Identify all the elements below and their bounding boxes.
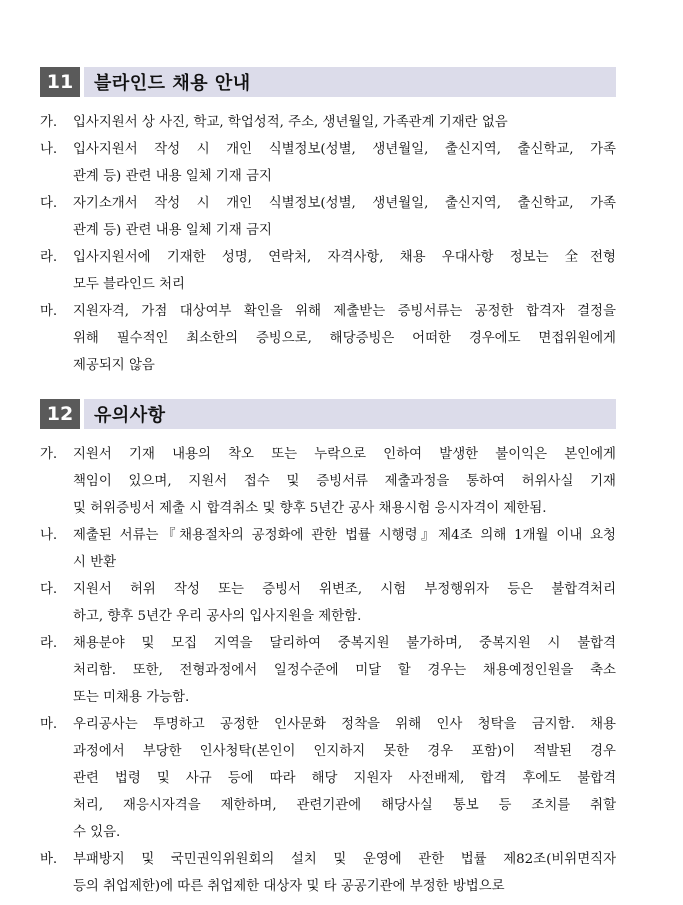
section-header bbox=[40, 399, 616, 429]
item-marker: 가. bbox=[40, 115, 58, 130]
item-line: 및 허위증빙서 제출 시 합격취소 및 향후 5년간 공사 채용시험 응시자격이 제한됨. bbox=[73, 501, 547, 516]
item-line: 제출된 서류는『채용절차의 공정화에 관한 법률 시행령』제4조 의해 1개월 이내 요청 bbox=[73, 528, 616, 543]
item-line: 제공되지 않음 bbox=[73, 358, 155, 373]
item-list bbox=[40, 109, 616, 379]
item-line: 부패방지 및 국민권익위원회의 설치 및 운영에 관한 법률 제82조(비위면직자 bbox=[73, 852, 616, 867]
list-item bbox=[40, 190, 616, 244]
item-text bbox=[73, 630, 616, 711]
item-line: 지원서 기재 내용의 착오 또는 누락으로 인하여 발생한 불이익은 본인에게 bbox=[73, 447, 616, 462]
item-line: 채용분야 및 모집 지역을 달리하여 중복지원 불가하며, 중복지원 시 불합격 bbox=[73, 636, 616, 651]
section-title: 유의사항 bbox=[84, 399, 616, 429]
section-header bbox=[40, 67, 616, 97]
item-line: 모두 블라인드 처리 bbox=[73, 277, 185, 292]
item-line: 등의 취업제한)에 따른 취업제한 대상자 및 타 공공기관에 부정한 방법으로 bbox=[73, 879, 505, 894]
section-blind-hiring bbox=[40, 67, 616, 379]
list-item bbox=[40, 522, 616, 576]
item-text bbox=[73, 846, 616, 900]
item-text bbox=[73, 298, 616, 379]
item-line: 또는 미채용 가능함. bbox=[73, 690, 190, 705]
item-line: 과정에서 부당한 인사청탁(본인이 인지하지 못한 경우 포함)이 적발된 경우 bbox=[73, 744, 616, 759]
list-item bbox=[40, 298, 616, 379]
item-line: 입사지원서 상 사진, 학교, 학업성적, 주소, 생년월일, 가족관계 기재란 없음 bbox=[73, 115, 508, 130]
item-text bbox=[73, 244, 616, 298]
list-item bbox=[40, 711, 616, 846]
item-text bbox=[73, 441, 616, 522]
item-line: 입사지원서에 기재한 성명, 연락처, 자격사항, 채용 우대사항 정보는 全전형 bbox=[73, 250, 616, 265]
list-item bbox=[40, 630, 616, 711]
item-text bbox=[73, 576, 616, 630]
item-line: 처리함. 또한, 전형과정에서 일정수준에 미달 할 경우는 채용예정인원을 축소 bbox=[73, 663, 616, 678]
item-text bbox=[73, 136, 616, 190]
item-text bbox=[73, 190, 616, 244]
item-marker: 마. bbox=[40, 717, 58, 732]
item-line: 하고, 향후 5년간 우리 공사의 입사지원을 제한함. bbox=[73, 609, 362, 624]
section-number: 12 bbox=[40, 399, 80, 429]
item-marker: 나. bbox=[40, 528, 58, 543]
section-notes bbox=[40, 399, 616, 900]
item-line: 관련 법령 및 사규 등에 따라 해당 지원자 사전배제, 합격 후에도 불합격 bbox=[73, 771, 616, 786]
list-item bbox=[40, 846, 616, 900]
item-marker: 다. bbox=[40, 196, 58, 211]
item-line: 입사지원서 작성 시 개인 식별정보(성별, 생년월일, 출신지역, 출신학교, 가족 bbox=[73, 142, 616, 157]
item-line: 수 있음. bbox=[73, 825, 121, 840]
item-text bbox=[73, 522, 616, 576]
item-line: 우리공사는 투명하고 공정한 인사문화 정착을 위해 인사 청탁을 금지함. 채용 bbox=[73, 717, 616, 732]
item-line: 위해 필수적인 최소한의 증빙으로, 해당증빙은 어떠한 경우에도 면접위원에게 bbox=[73, 331, 616, 346]
item-line: 자기소개서 작성 시 개인 식별정보(성별, 생년월일, 출신지역, 출신학교, 가족 bbox=[73, 196, 616, 211]
item-line: 시 반환 bbox=[73, 555, 117, 570]
item-marker: 가. bbox=[40, 447, 58, 462]
item-marker: 마. bbox=[40, 304, 58, 319]
item-line: 지원자격, 가점 대상여부 확인을 위해 제출받는 증빙서류는 공정한 합격자 결정을 bbox=[73, 304, 616, 319]
section-title: 블라인드 채용 안내 bbox=[84, 67, 616, 97]
item-line: 관계 등) 관련 내용 일체 기재 금지 bbox=[73, 169, 272, 184]
list-item bbox=[40, 109, 616, 136]
item-list bbox=[40, 441, 616, 900]
item-marker: 다. bbox=[40, 582, 58, 597]
item-marker: 바. bbox=[40, 852, 58, 867]
item-text bbox=[73, 711, 616, 846]
list-item bbox=[40, 244, 616, 298]
item-text bbox=[73, 109, 616, 136]
list-item bbox=[40, 576, 616, 630]
item-line: 지원서 허위 작성 또는 증빙서 위변조, 시험 부정행위자 등은 불합격처리 bbox=[73, 582, 616, 597]
list-item bbox=[40, 441, 616, 522]
item-line: 처리, 재응시자격을 제한하며, 관련기관에 해당사실 통보 등 조치를 취할 bbox=[73, 798, 616, 813]
item-marker: 나. bbox=[40, 142, 58, 157]
item-marker: 라. bbox=[40, 636, 58, 651]
item-line: 관계 등) 관련 내용 일체 기재 금지 bbox=[73, 223, 272, 238]
section-number: 11 bbox=[40, 67, 80, 97]
item-line: 책임이 있으며, 지원서 접수 및 증빙서류 제출과정을 통하여 허위사실 기재 bbox=[73, 474, 616, 489]
item-marker: 라. bbox=[40, 250, 58, 265]
list-item bbox=[40, 136, 616, 190]
